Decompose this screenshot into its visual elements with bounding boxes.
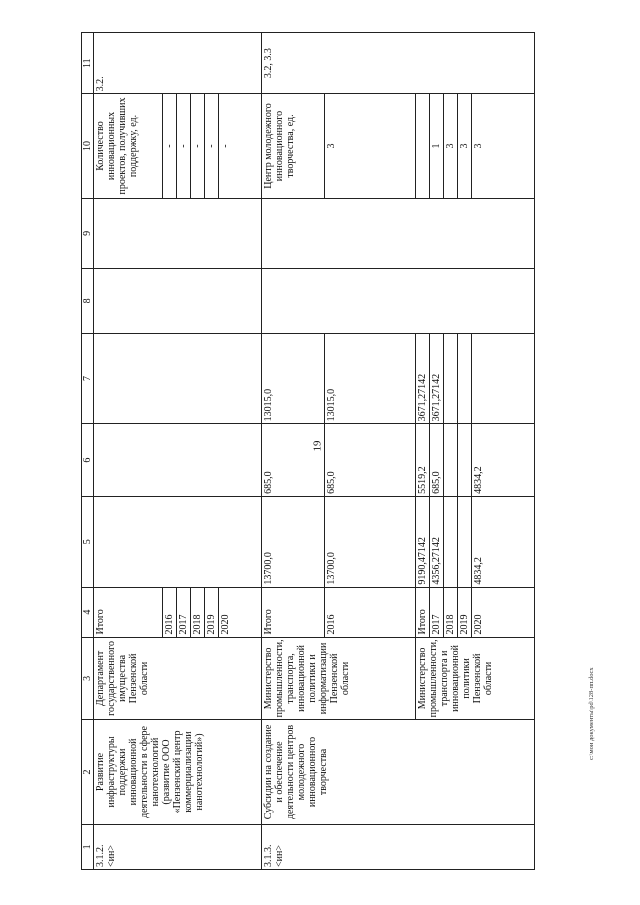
indicator-value: - (163, 94, 177, 198)
year-cell: Итого (262, 587, 325, 637)
indicator-value: 3 (458, 94, 472, 198)
col-header: 11 (82, 33, 94, 94)
indicator-value: 1 (430, 94, 444, 198)
row-number: 3.1.3. <ин> (262, 824, 535, 869)
year-cell: 2020 (472, 587, 535, 637)
value-cell: 685,0 (262, 424, 325, 497)
footer-path: c:\мои документы\pd\128-пп.docx (588, 667, 595, 760)
value-cell (262, 268, 535, 333)
table-row (94, 33, 163, 870)
row-number: 3.1.2. <ин> (94, 824, 262, 869)
col-header: 3 (82, 637, 94, 720)
indicator-value: - (219, 94, 262, 198)
value-cell (94, 333, 262, 424)
indicator-name: Центр молодежного инновационного творчества, ед. (262, 94, 325, 198)
value-cell: 3671,27142 (430, 333, 444, 424)
executor: Министерство промышленности, транспорта и инновационной политики Пензенской области (416, 637, 535, 720)
indicator-value: - (191, 94, 205, 198)
value-cell (472, 333, 535, 424)
value-cell: 3671,27142 (416, 333, 430, 424)
value-cell (94, 424, 262, 497)
value-cell: 5519,2 (416, 424, 430, 497)
year-cell: 2019 (458, 587, 472, 637)
value-cell: 13700,0 (262, 496, 325, 587)
value-cell: 4834,2 (472, 496, 535, 587)
value-cell: 13015,0 (325, 333, 416, 424)
col-header: 9 (82, 198, 94, 268)
measure-name: Развитие инфраструктуры поддержки инновационной деятельности в сфере нанотехнологий (развитие ООО «Пензенский центр коммерциализации нанотехнологий») (94, 720, 262, 824)
value-cell: 13015,0 (262, 333, 325, 424)
column-number-row (82, 33, 94, 870)
col-header: 5 (82, 496, 94, 587)
col-header: 1 (82, 824, 94, 869)
year-cell: 2020 (219, 587, 262, 637)
value-cell (458, 424, 472, 497)
rotated-table-page (81, 32, 639, 870)
value-cell (444, 424, 458, 497)
year-cell: 2018 (191, 587, 205, 637)
indicator-value: 3 (472, 94, 535, 198)
year-cell: 2016 (163, 587, 177, 637)
col-header: 7 (82, 333, 94, 424)
value-cell (458, 333, 472, 424)
year-cell: 2017 (430, 587, 444, 637)
col-header: 10 (82, 94, 94, 198)
value-cell (94, 496, 262, 587)
year-cell: 2019 (205, 587, 219, 637)
indicator-value: - (205, 94, 219, 198)
executor: Департамент государственного имущества Пензенской области (94, 637, 262, 720)
program-table (81, 32, 535, 870)
value-cell (444, 496, 458, 587)
indicator-value (416, 94, 430, 198)
col-header: 6 (82, 424, 94, 497)
indicator-value: 3 (325, 94, 416, 198)
value-cell (94, 198, 262, 268)
value-cell: 685,0 (430, 424, 444, 497)
value-cell: 4356,27142 (430, 496, 444, 587)
year-cell: Итого (94, 587, 163, 637)
indicator-value: - (177, 94, 191, 198)
year-cell: Итого (416, 587, 430, 637)
page-number: 19 (311, 440, 324, 452)
col-header: 4 (82, 587, 94, 637)
year-cell: 2017 (177, 587, 191, 637)
value-cell: 685,0 (325, 424, 416, 497)
link-cell: 3.2. (94, 33, 262, 94)
value-cell (94, 268, 262, 333)
value-cell: 9190,47142 (416, 496, 430, 587)
measure-name: Субсидии на создание и обеспечение деятельности центров молодежного инновационного творчества (262, 720, 535, 824)
value-cell (444, 333, 458, 424)
col-header: 2 (82, 720, 94, 824)
col-header: 8 (82, 268, 94, 333)
link-cell: 3.2, 3.3 (262, 33, 535, 94)
value-cell: 4834,2 (472, 424, 535, 497)
year-cell: 2018 (444, 587, 458, 637)
table-row (262, 33, 325, 870)
indicator-value: 3 (444, 94, 458, 198)
value-cell: 13700,0 (325, 496, 416, 587)
indicator-name: Количество инновационных проектов, получивших поддержку, ед. (94, 94, 163, 198)
value-cell (458, 496, 472, 587)
executor: Министерство промышленности, транспорта, инновационной политики и информатизации Пензенской области (262, 637, 416, 720)
value-cell (262, 198, 535, 268)
year-cell: 2016 (325, 587, 416, 637)
